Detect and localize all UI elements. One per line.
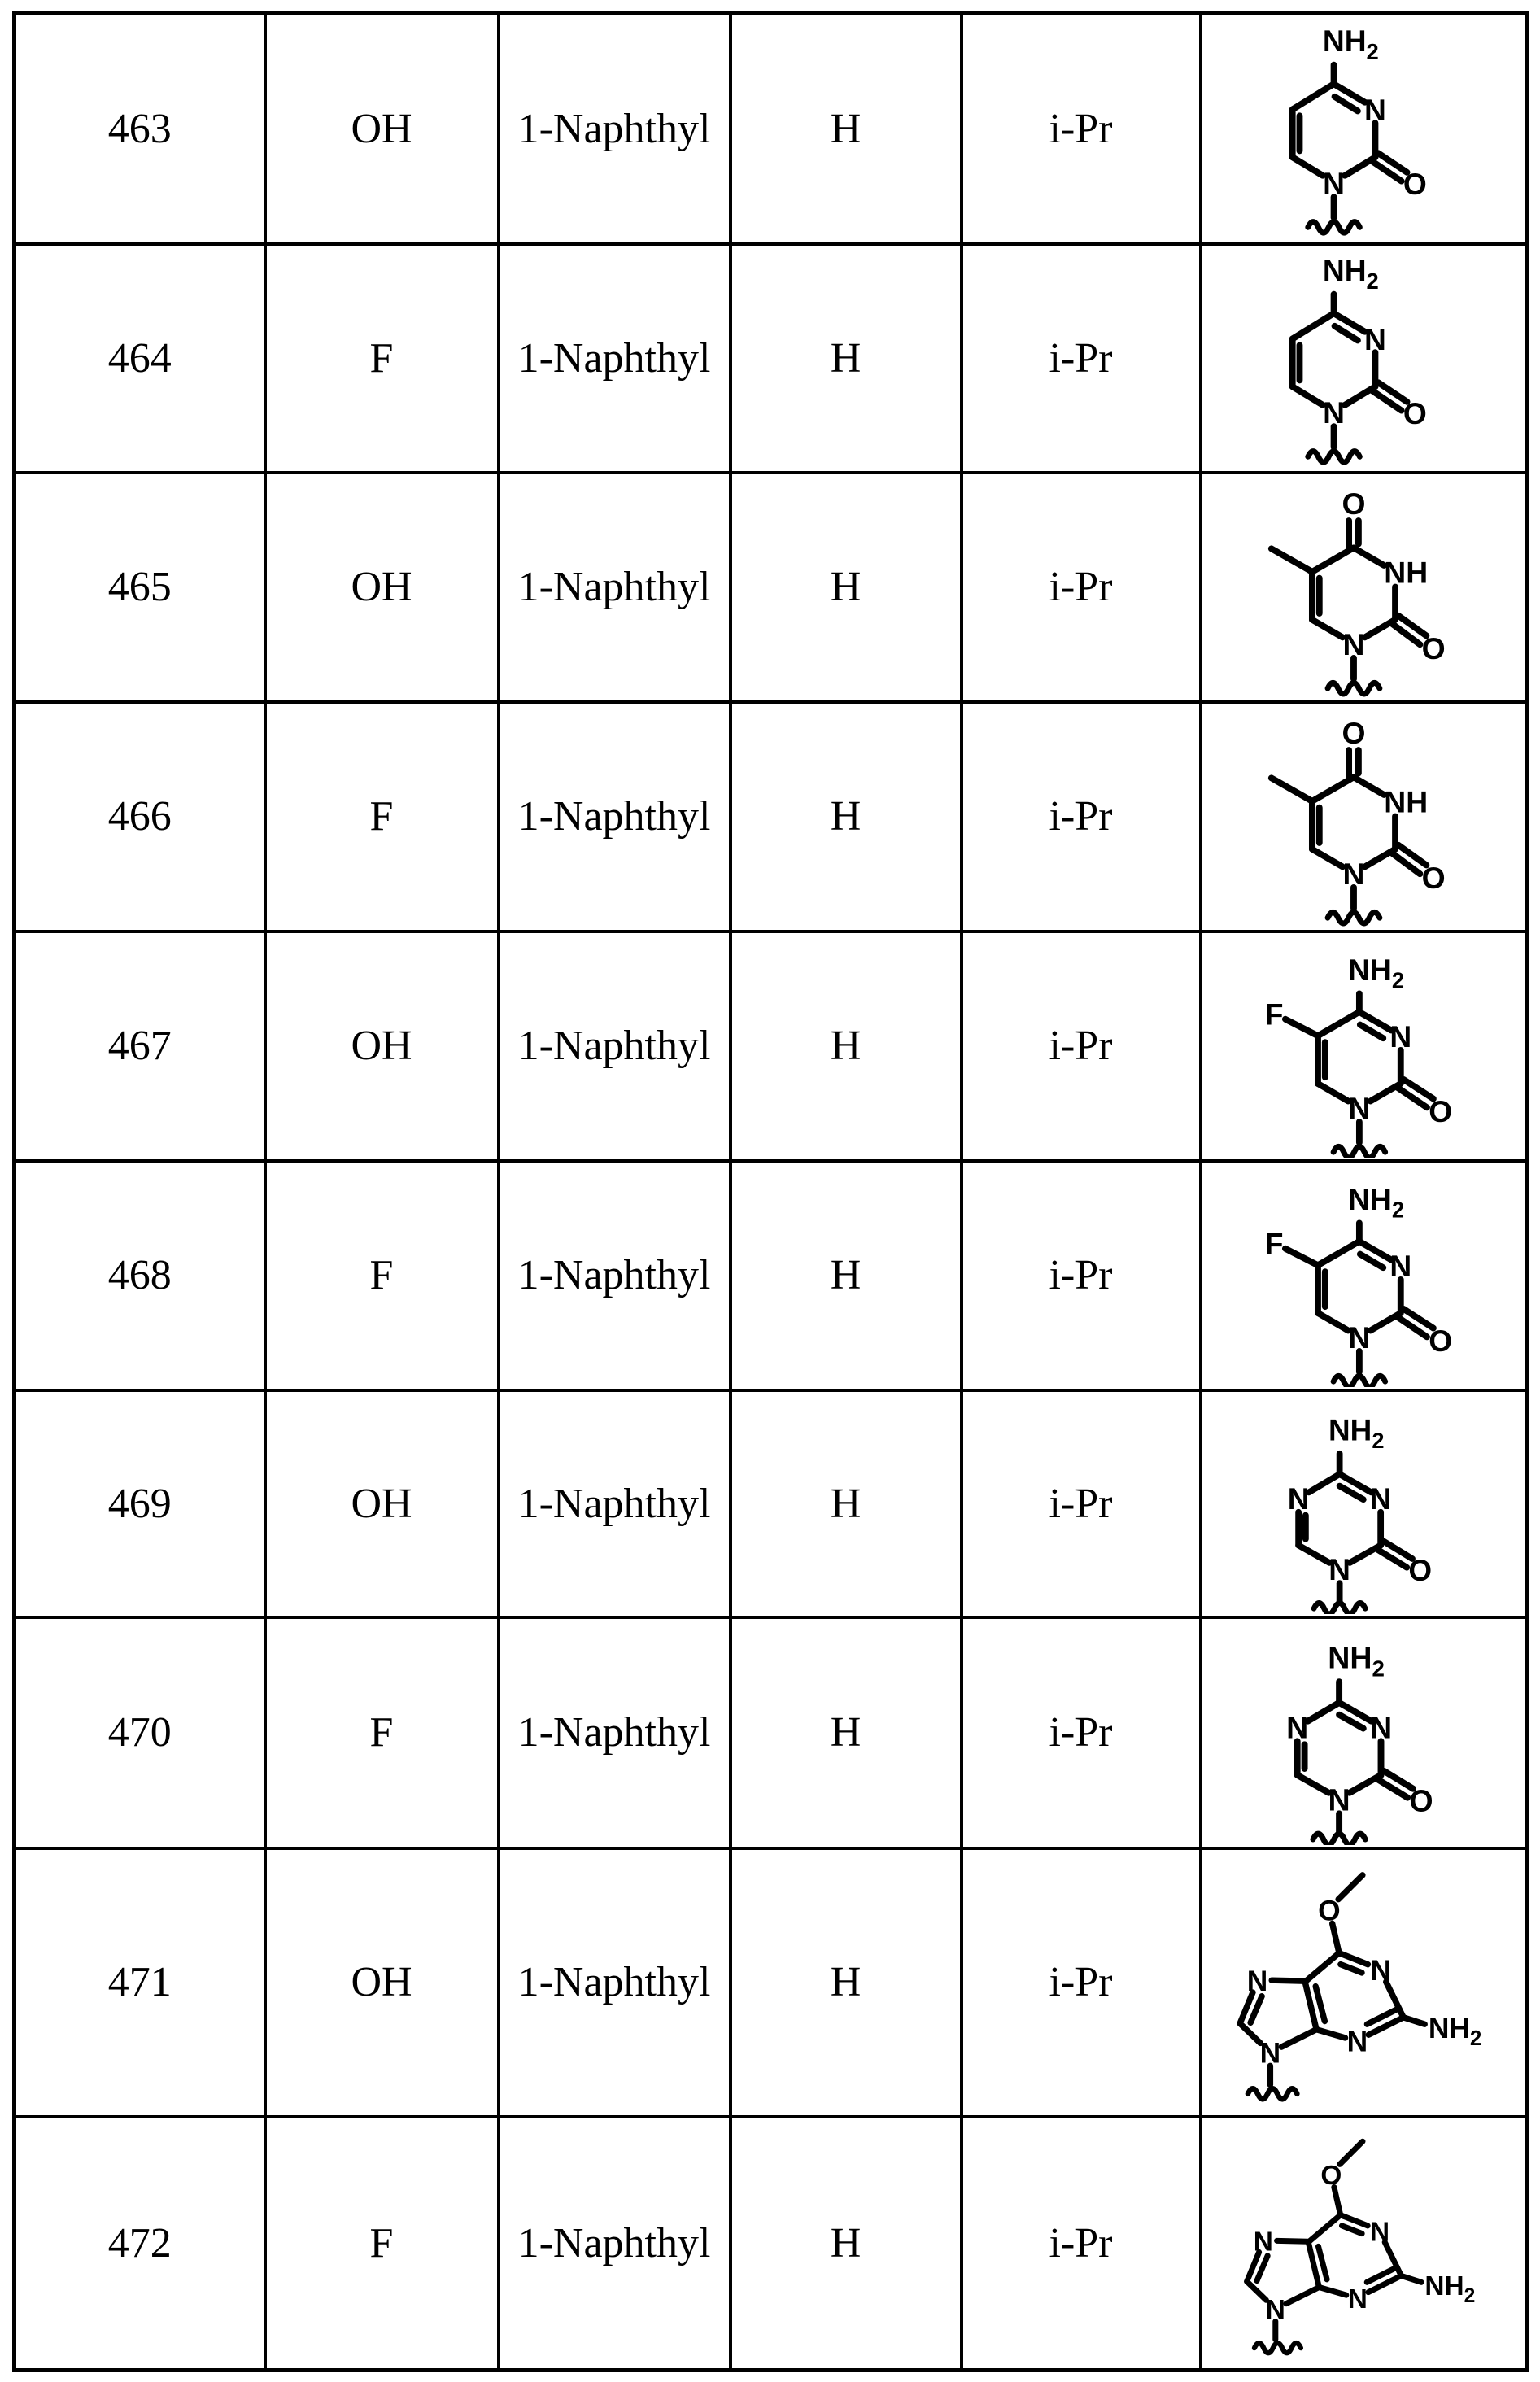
ar-group-cell: 1-Naphthyl: [499, 1161, 731, 1390]
r3-substituent-cell: H: [731, 1161, 962, 1390]
r3-substituent-cell: H: [731, 2117, 962, 2371]
compound-number-cell: 472: [15, 2117, 265, 2371]
base-structure-cell: [1201, 473, 1528, 702]
r1-substituent-cell: OH: [265, 473, 499, 702]
ar-group-cell: 1-Naphthyl: [499, 2117, 731, 2371]
structure-drawing: [1202, 476, 1526, 699]
r1-substituent-cell: F: [265, 2117, 499, 2371]
structure-drawing: [1202, 1164, 1526, 1387]
structure-drawing: [1202, 17, 1526, 240]
structure-use: [1271, 486, 1445, 694]
base-structure-cell: [1201, 1848, 1528, 2117]
table-row: [15, 931, 1528, 1161]
r4-substituent-cell: i-Pr: [962, 2117, 1201, 2371]
ar-group-cell: 1-Naphthyl: [499, 1848, 731, 2117]
table-row: [15, 2117, 1528, 2371]
r4-substituent-cell: i-Pr: [962, 1848, 1201, 2117]
r1-substituent-cell: F: [265, 1161, 499, 1390]
r1-substituent-cell: OH: [265, 1390, 499, 1617]
structure-use: [1264, 1181, 1451, 1386]
r4-substituent-cell: i-Pr: [962, 702, 1201, 931]
base-structure-cell: [1201, 931, 1528, 1161]
structure-use: [1292, 253, 1426, 462]
base-structure-cell: [1201, 1617, 1528, 1848]
table-row: [15, 1161, 1528, 1390]
table-row: [15, 244, 1528, 473]
r4-substituent-cell: i-Pr: [962, 473, 1201, 702]
compound-number-cell: 467: [15, 931, 265, 1161]
base-structure-cell: [1201, 2117, 1528, 2371]
ar-group-cell: 1-Naphthyl: [499, 244, 731, 473]
compound-number-cell: 470: [15, 1617, 265, 1848]
ar-group-cell: 1-Naphthyl: [499, 473, 731, 702]
base-structure-cell: [1201, 702, 1528, 931]
r1-substituent-cell: OH: [265, 931, 499, 1161]
r3-substituent-cell: H: [731, 1617, 962, 1848]
compound-table: [12, 11, 1529, 2372]
ar-group-cell: 1-Naphthyl: [499, 1617, 731, 1848]
base-structure-cell: [1201, 244, 1528, 473]
compound-number-cell: 464: [15, 244, 265, 473]
ar-group-cell: 1-Naphthyl: [499, 1390, 731, 1617]
structure-drawing: [1202, 935, 1526, 1158]
compound-number-cell: 463: [15, 14, 265, 244]
r3-substituent-cell: H: [731, 473, 962, 702]
compound-number-cell: 465: [15, 473, 265, 702]
structure-use: [1246, 2141, 1475, 2353]
r1-substituent-cell: OH: [265, 14, 499, 244]
r4-substituent-cell: i-Pr: [962, 14, 1201, 244]
structure-use: [1240, 1874, 1481, 2098]
r3-substituent-cell: H: [731, 1390, 962, 1617]
r3-substituent-cell: H: [731, 931, 962, 1161]
r4-substituent-cell: i-Pr: [962, 1161, 1201, 1390]
structure-drawing: [1202, 705, 1526, 928]
structure-use: [1292, 24, 1426, 233]
ar-group-cell: 1-Naphthyl: [499, 702, 731, 931]
table-row: [15, 1390, 1528, 1617]
structure-drawing: [1202, 246, 1526, 469]
compound-number-cell: 471: [15, 1848, 265, 2117]
structure-use: [1287, 1413, 1431, 1614]
r4-substituent-cell: i-Pr: [962, 244, 1201, 473]
r1-substituent-cell: F: [265, 244, 499, 473]
structure-use: [1286, 1640, 1433, 1845]
r1-substituent-cell: F: [265, 1617, 499, 1848]
table-row: [15, 1617, 1528, 1848]
structure-use: [1264, 952, 1451, 1157]
r4-substituent-cell: i-Pr: [962, 1617, 1201, 1848]
table-row: [15, 1848, 1528, 2117]
ar-group-cell: 1-Naphthyl: [499, 931, 731, 1161]
r4-substituent-cell: i-Pr: [962, 931, 1201, 1161]
table-row: [15, 473, 1528, 702]
r3-substituent-cell: H: [731, 244, 962, 473]
base-structure-cell: [1201, 1390, 1528, 1617]
r1-substituent-cell: F: [265, 702, 499, 931]
structure-use: [1271, 716, 1445, 923]
compound-number-cell: 468: [15, 1161, 265, 1390]
base-structure-cell: [1201, 14, 1528, 244]
compound-number-cell: 466: [15, 702, 265, 931]
r3-substituent-cell: H: [731, 702, 962, 931]
structure-drawing: [1202, 2119, 1526, 2367]
structure-drawing: [1202, 1852, 1526, 2114]
structure-drawing: [1202, 1621, 1526, 1845]
compound-number-cell: 469: [15, 1390, 265, 1617]
r3-substituent-cell: H: [731, 14, 962, 244]
ar-group-cell: 1-Naphthyl: [499, 14, 731, 244]
table-row: [15, 14, 1528, 244]
r4-substituent-cell: i-Pr: [962, 1390, 1201, 1617]
structure-drawing: [1202, 1394, 1526, 1614]
r3-substituent-cell: H: [731, 1848, 962, 2117]
r1-substituent-cell: OH: [265, 1848, 499, 2117]
table-row: [15, 702, 1528, 931]
base-structure-cell: [1201, 1161, 1528, 1390]
